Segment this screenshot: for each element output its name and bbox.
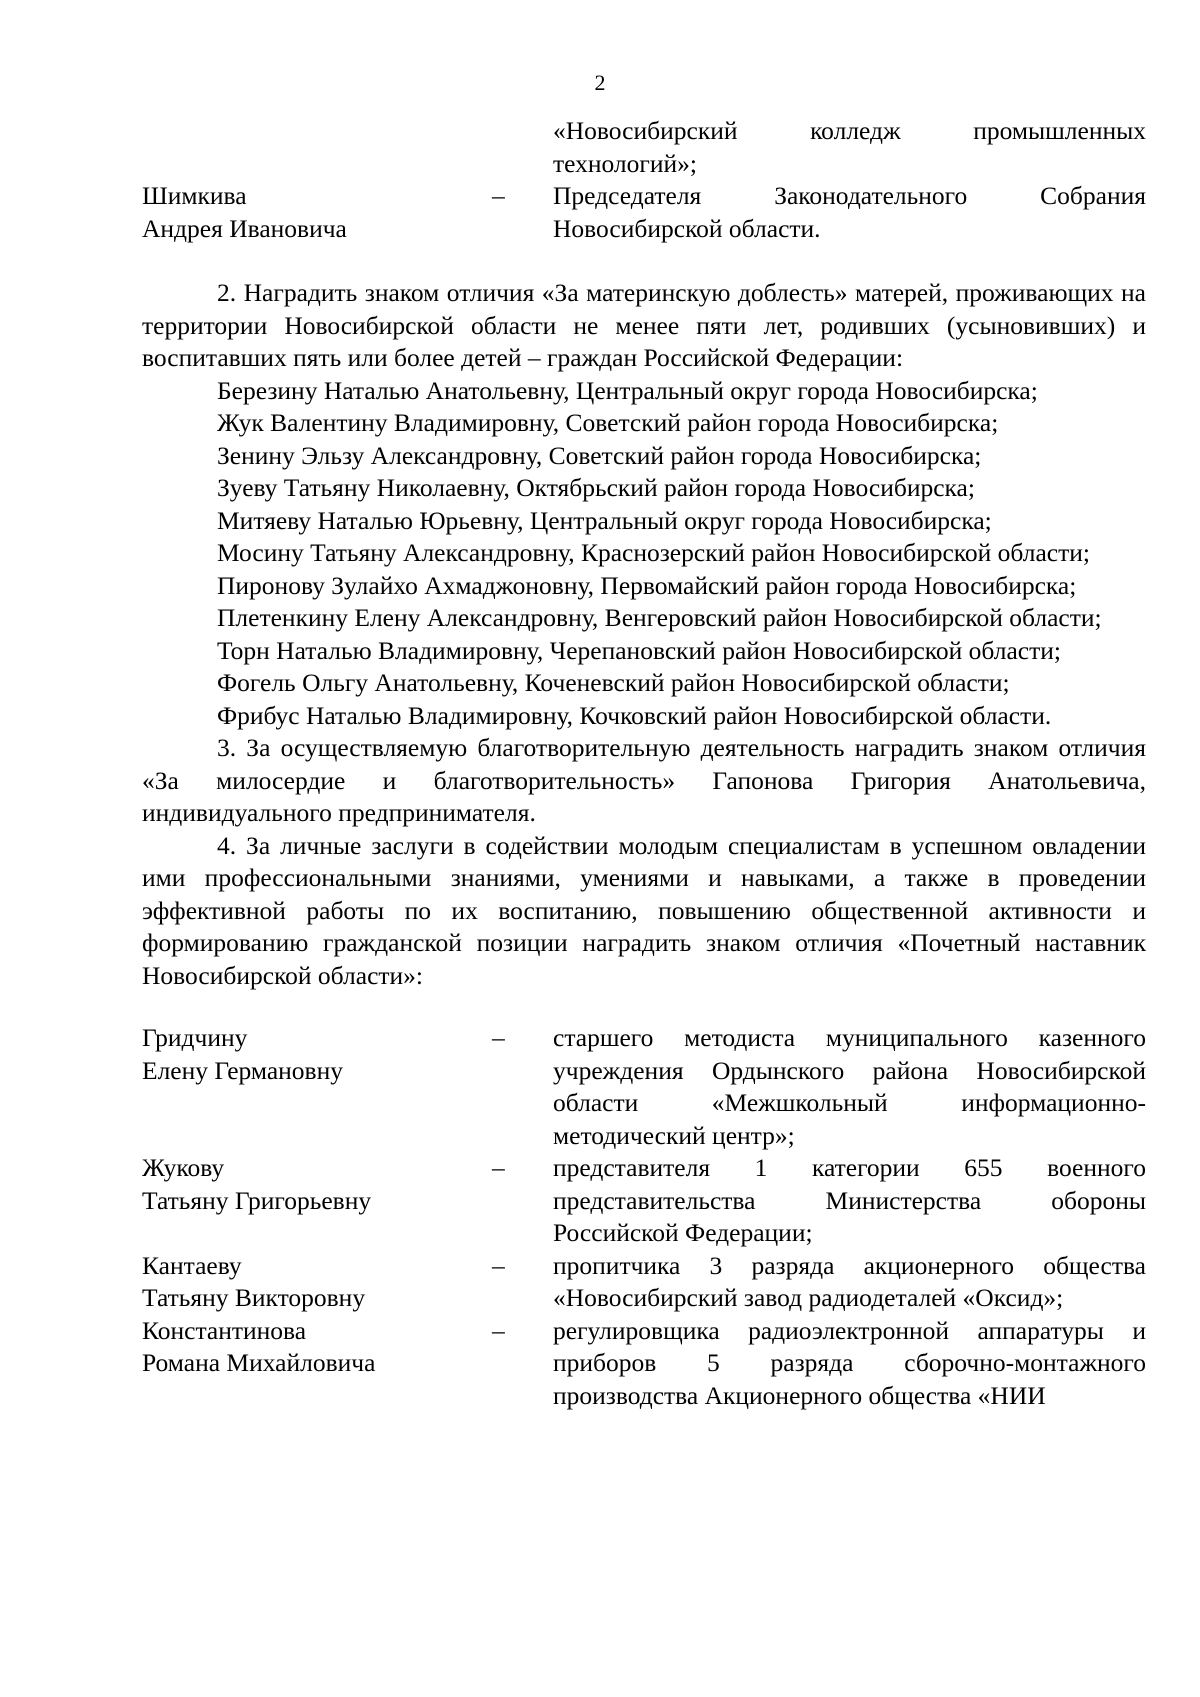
list-item: Пиронову Зулайхо Ахмаджоновну, Первомайский район города Новосибирска; bbox=[217, 570, 1077, 600]
paragraph-item-3: 3. За осуществляемую благотворительную деятельность наградить знаком отличия «За милосердие и благотворительность» Гапонова Григория Анатольевича, индивидуального предпринимателя. bbox=[142, 733, 1146, 827]
mentor-row bbox=[142, 1250, 1146, 1315]
paragraph-item-4: 4. За личные заслуги в содействии молодым специалистам в успешном овладении ими профессиональными знаниями, умениями и навыками, а также в проведении эффективной работы по их воспитанию, повышению общественной активности и формированию гражданской позиции наградить знаком отличия «Почетный наставник Новосибирской области»: bbox=[142, 830, 1146, 990]
mentor-row bbox=[142, 1152, 1146, 1250]
mentor-name: Гридчину Елену Германовну bbox=[142, 1023, 343, 1085]
awardee-description: Председателя Законодательного Собрания Новосибирской области. bbox=[553, 181, 1146, 243]
list-item: Фрибус Наталью Владимировну, Кочковский район Новосибирской области. bbox=[217, 700, 1052, 730]
dash: – bbox=[492, 1153, 505, 1182]
mentor-description: регулировщика радиоэлектронной аппаратуры и приборов 5 разряда сборочно-монтажного производства Акционерного общества «НИИ bbox=[553, 1315, 1146, 1410]
list-item: Плетенкину Елену Александровну, Венгеровский район Новосибирской области; bbox=[217, 603, 1102, 632]
mentor-description: пропитчика 3 разряда акционерного общества «Новосибирский завод радиодеталей «Оксид»; bbox=[553, 1250, 1146, 1312]
list-item: Мосину Татьяну Александровну, Краснозерский район Новосибирской области; bbox=[217, 538, 1091, 567]
dash: – bbox=[492, 1315, 505, 1345]
mothers-list bbox=[142, 375, 1146, 733]
list-item: Зуеву Татьяну Николаевну, Октябрьский район города Новосибирска; bbox=[217, 473, 975, 502]
list-item: Торн Наталью Владимировну, Черепановский район Новосибирской области; bbox=[217, 635, 1061, 665]
mentor-row bbox=[142, 1022, 1146, 1152]
dash: – bbox=[492, 1023, 505, 1052]
mentor-row bbox=[142, 1315, 1146, 1413]
page-number: 2 bbox=[594, 70, 606, 95]
dash: – bbox=[492, 181, 505, 210]
list-item: Фогель Ольгу Анатольевну, Коченевский район Новосибирской области; bbox=[217, 668, 1010, 697]
document-body bbox=[142, 115, 1146, 1412]
continuation-text: «Новосибирский колледж промышленных технологий»; bbox=[553, 116, 1146, 178]
mentor-description: старшего методиста муниципального казенного учреждения Ордынского района Новосибирской области «Межшкольный информационно-методический центр»; bbox=[553, 1023, 1146, 1150]
list-item: Митяеву Наталью Юрьевну, Центральный округ города Новосибирска; bbox=[217, 505, 992, 535]
awardee-name: Шимкива Андрея Ивановича bbox=[142, 181, 347, 243]
list-item: Зенину Эльзу Александровну, Советский район города Новосибирска; bbox=[217, 440, 982, 470]
list-item: Жук Валентину Владимировну, Советский район города Новосибирска; bbox=[217, 408, 999, 437]
paragraph-item-2: 2. Наградить знаком отличия «За материнскую доблесть» матерей, проживающих на территории Новосибирской области не менее пяти лет, родивших (усыновивших) и воспитавших пять или более детей – граждан Российской Федерации: bbox=[142, 278, 1146, 372]
mentor-name: Константинова Романа Михайловича bbox=[142, 1315, 376, 1377]
mentors-list bbox=[142, 1022, 1146, 1412]
continuation-row bbox=[142, 115, 1146, 180]
dash: – bbox=[492, 1250, 505, 1280]
list-item: Березину Наталью Анатольевну, Центральный округ города Новосибирска; bbox=[217, 375, 1038, 405]
mentor-name: Жукову Татьяну Григорьевну bbox=[142, 1153, 372, 1215]
mentor-name: Кантаеву Татьяну Викторовну bbox=[142, 1250, 366, 1312]
awardee-row bbox=[142, 180, 1146, 245]
mentor-description: представителя 1 категории 655 военного представительства Министерства обороны Российской Федерации; bbox=[553, 1153, 1146, 1247]
